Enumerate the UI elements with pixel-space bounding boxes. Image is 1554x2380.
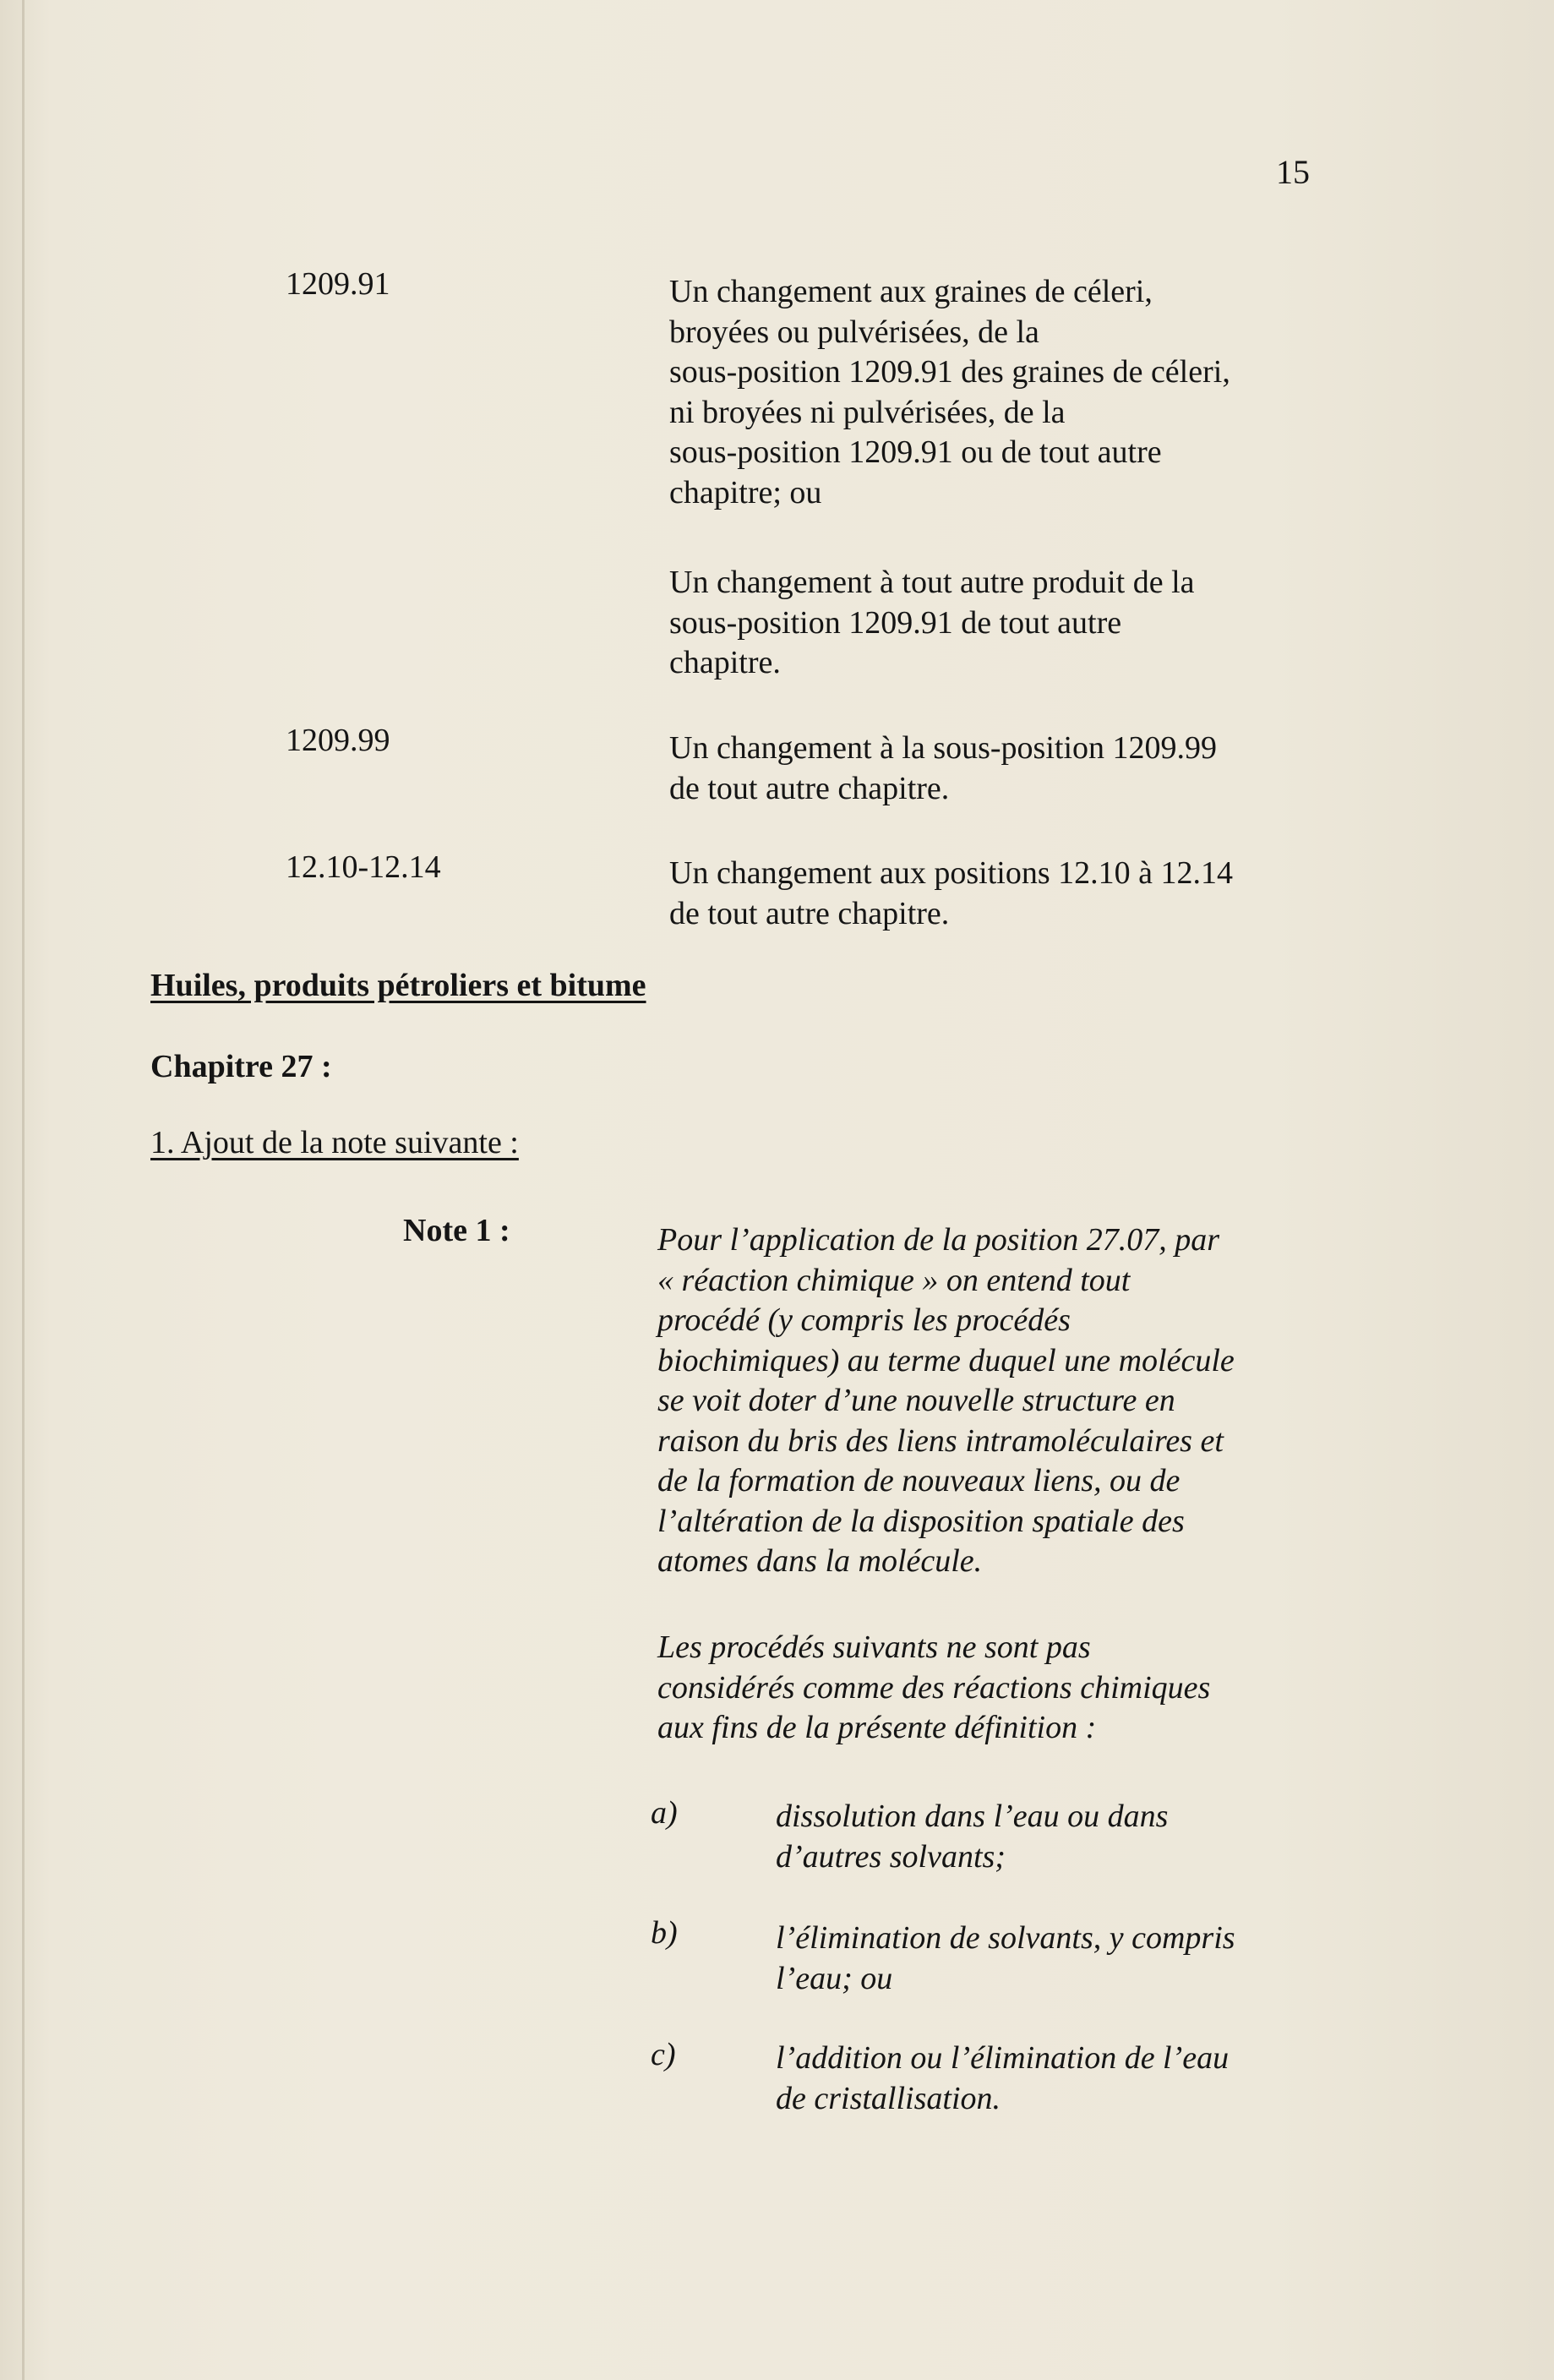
rule-text-line: de tout autre chapitre.: [669, 895, 950, 931]
rule-text-line: sous-position 1209.91 de tout autre: [669, 604, 1122, 641]
list-item-line: l’addition ou l’élimination de l’eau: [776, 2040, 1230, 2076]
rule-code: 1209.99: [286, 723, 390, 758]
rule-text: [669, 563, 1328, 684]
rule-text-line: Un changement à tout autre produit de la: [669, 565, 1195, 600]
note-definition-line: l’altération de la disposition spatiale des: [657, 1503, 1185, 1539]
list-item-text: [776, 1797, 1168, 1877]
page-edge: [22, 0, 25, 2380]
note-definition-line: procédé (y compris les procédés: [657, 1302, 1071, 1338]
list-item-line: l’élimination de solvants, y compris: [776, 1920, 1235, 1956]
list-item-letter: a): [651, 1795, 678, 1831]
rule-text-line: sous-position 1209.91 des graines de céleri,: [669, 354, 1230, 390]
note-definition-line: « réaction chimique » on entend tout: [657, 1262, 1131, 1298]
rule-text-line: Un changement à la sous-position 1209.99: [669, 730, 1218, 766]
rule-text-line: de tout autre chapitre.: [669, 770, 950, 806]
list-item-text: [776, 2039, 1229, 2119]
note-exclusion-line: Les procédés suivants ne sont pas: [657, 1629, 1091, 1665]
note-exclusion-intro: [657, 1628, 1333, 1749]
note-exclusion-line: considérés comme des réactions chimiques: [657, 1669, 1211, 1706]
note-definition-line: raison du bris des liens intramoléculaires et: [657, 1422, 1224, 1459]
rule-code: 12.10-12.14: [286, 849, 441, 885]
rule-text: [669, 854, 1328, 934]
rule-text: [669, 272, 1328, 513]
rule-text-line: chapitre; ou: [669, 474, 822, 510]
rule-text-line: Un changement aux positions 12.10 à 12.14: [669, 855, 1234, 891]
note-definition-line: biochimiques) au terme duquel une molécule: [657, 1342, 1235, 1378]
amendment-heading: 1. Ajout de la note suivante :: [150, 1125, 519, 1160]
page-number: 15: [1276, 153, 1310, 191]
note-label: Note 1 :: [403, 1213, 510, 1248]
note-definition-line: Pour l’application de la position 27.07, par: [657, 1222, 1219, 1258]
rule-text-line: Un changement aux graines de céleri,: [669, 274, 1153, 309]
section-heading: Huiles, produits pétroliers et bitume: [150, 968, 646, 1003]
note-definition-line: de la formation de nouveaux liens, ou de: [657, 1463, 1180, 1498]
note-definition: [657, 1220, 1333, 1582]
list-item-line: d’autres solvants;: [776, 1838, 1006, 1875]
list-item-text: [776, 1919, 1235, 1999]
list-item-line: de cristallisation.: [776, 2080, 1001, 2116]
note-definition-line: se voit doter d’une nouvelle structure en: [657, 1383, 1175, 1418]
rule-text-line: chapitre.: [669, 645, 781, 680]
list-item-line: l’eau; ou: [776, 1960, 893, 1996]
list-item-letter: b): [651, 1915, 678, 1951]
list-item-letter: c): [651, 2037, 676, 2072]
chapter-heading: Chapitre 27 :: [150, 1049, 332, 1084]
note-exclusion-line: aux fins de la présente définition :: [657, 1710, 1097, 1745]
rule-text-line: sous-position 1209.91 ou de tout autre: [669, 434, 1162, 470]
rule-code: 1209.91: [286, 266, 390, 302]
rule-text: [669, 729, 1328, 809]
note-definition-line: atomes dans la molécule.: [657, 1543, 983, 1579]
rule-text-line: ni broyées ni pulvérisées, de la: [669, 394, 1066, 430]
list-item-line: dissolution dans l’eau ou dans: [776, 1799, 1169, 1834]
rule-text-line: broyées ou pulvérisées, de la: [669, 314, 1039, 350]
